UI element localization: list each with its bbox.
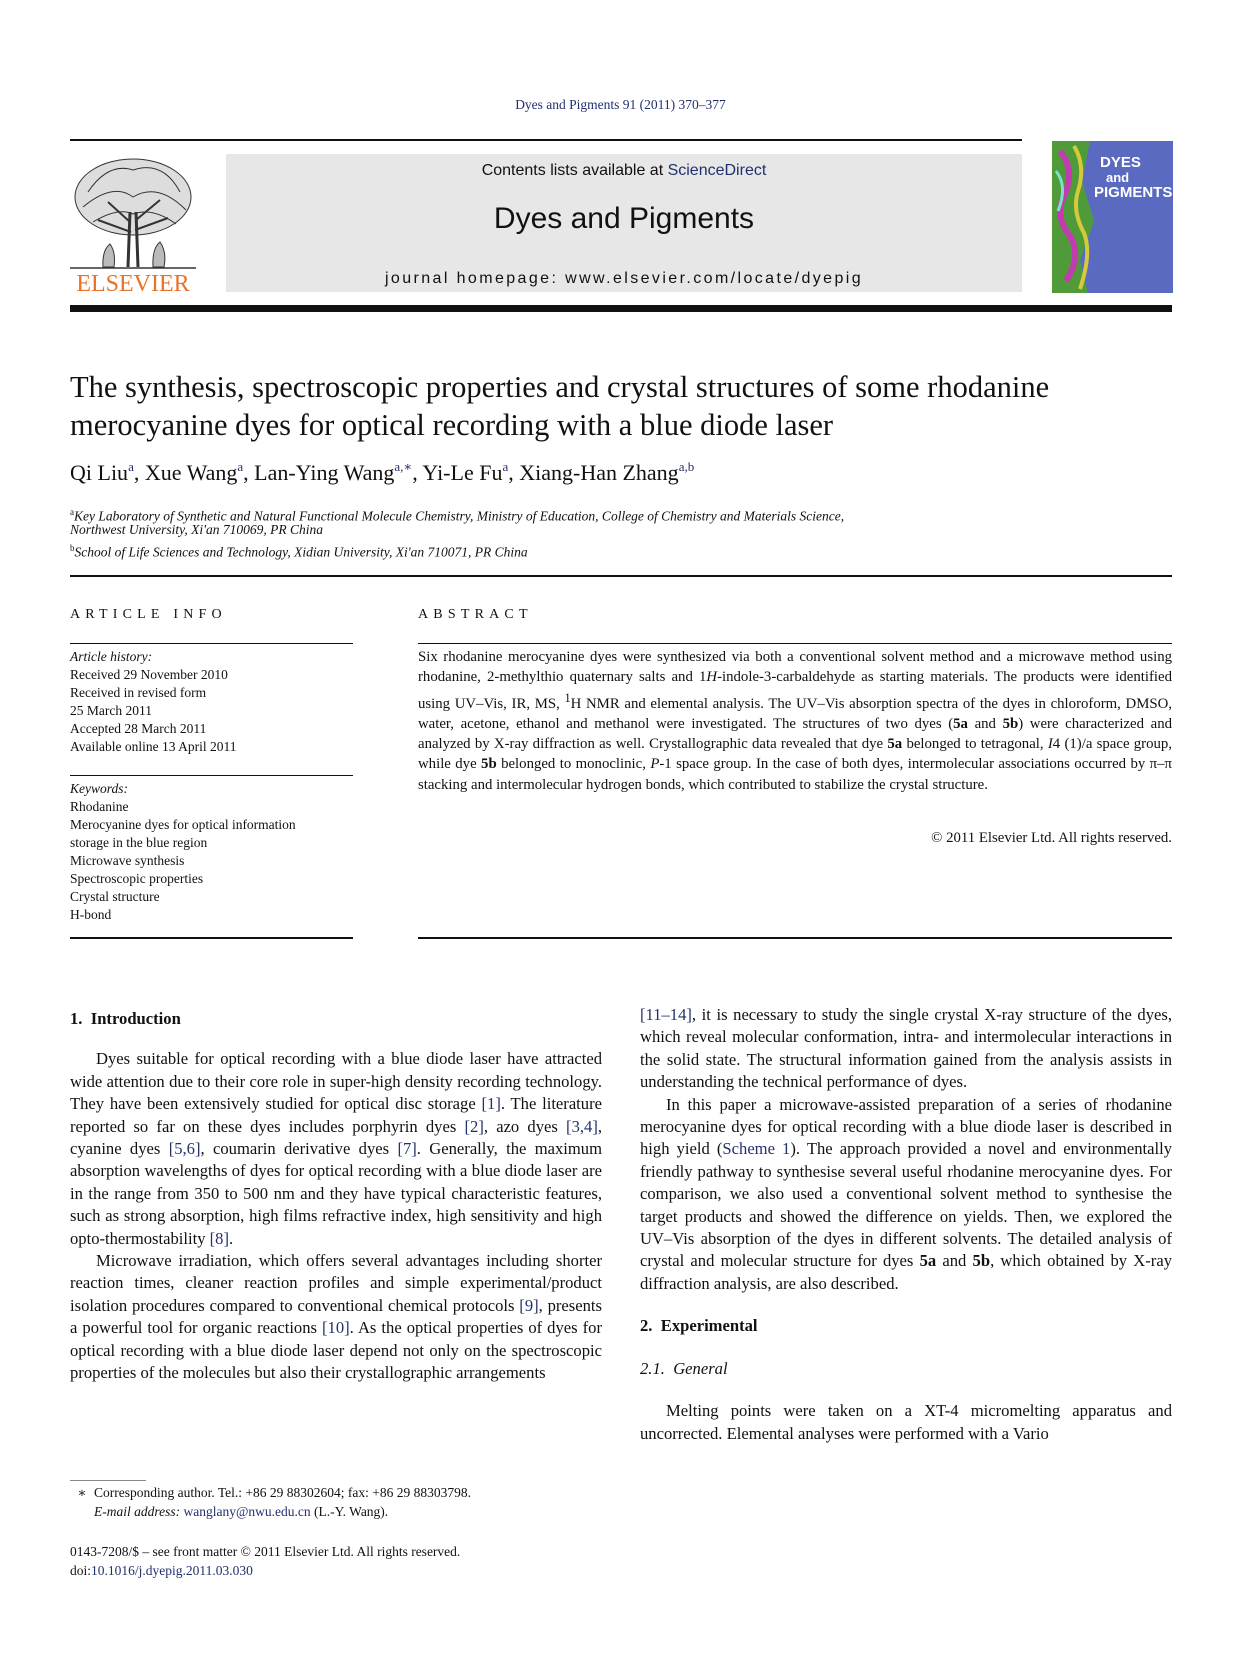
paragraph: Melting points were taken on a XT-4 micromelting apparatus and uncorrected. Elemental analyses were performed with a Vario bbox=[640, 1401, 1172, 1443]
cover-title-line2: and bbox=[1106, 170, 1130, 185]
keyword: H-bond bbox=[70, 907, 112, 922]
keyword: Merocyanine dyes for optical information bbox=[70, 817, 296, 832]
article-info-heading: ARTICLE INFO bbox=[70, 607, 227, 622]
history-item: Accepted 28 March 2011 bbox=[70, 721, 207, 736]
keyword: storage in the blue region bbox=[70, 835, 208, 850]
citation-link[interactable]: [8] bbox=[209, 1228, 230, 1248]
section-rule bbox=[70, 575, 1172, 577]
abstract-heading: ABSTRACT bbox=[418, 607, 533, 622]
section-heading-introduction: 1. Introduction bbox=[70, 1009, 181, 1028]
contents-line: Contents lists available at ScienceDirect bbox=[481, 162, 767, 179]
journal-homepage[interactable]: journal homepage: www.elsevier.com/locate/dyepig bbox=[384, 270, 864, 287]
paragraph: In this paper a microwave-assisted preparation of a series of rhodanine merocyanine dyes for optical recording with a blue diode laser is described in high yield (Scheme 1). The approach provided a novel and environmentally friendly pathway to synthesise several useful rhodanine merocyanine dyes. For comparison, we also used a conventional solvent method to synthesise the target products and showed the difference on yields. Then, we explored the UV–Vis absorption of the dyes in different solvents. The detailed analysis of crystal and molecular structure for dyes 5a and 5b, which obtained by X-ray diffraction analysis, are also described. bbox=[640, 1094, 1172, 1293]
body-column-left bbox=[70, 1008, 602, 1385]
author-name[interactable]: Qi Liu bbox=[70, 460, 129, 485]
scheme-link[interactable]: Scheme 1 bbox=[722, 1139, 791, 1159]
paragraph: Dyes suitable for optical recording with a blue diode laser have attracted wide attention due to their core role in super-high density recording technology. They have been extensively studied for optical disc storage [1]. The literature reported so far on these dyes includes porphyrin dyes [2], azo dyes [3,4], cyanine dyes [5,6], coumarin derivative dyes [7]. Generally, the maximum absorption wavelengths of dyes for optical recording with a blue diode laser are in the range from 350 to 500 nm and they have typical characteristic features, such as strong absorption, high films refractive index, high sensitivity and high opto-thermostability [8]. bbox=[70, 1049, 603, 1248]
citation-link[interactable]: [2] bbox=[464, 1116, 484, 1136]
keyword: Crystal structure bbox=[70, 889, 160, 904]
journal-citation[interactable]: Dyes and Pigments 91 (2011) 370–377 bbox=[515, 97, 726, 112]
citation-link[interactable]: [7] bbox=[397, 1139, 417, 1159]
abstract-text: Six rhodanine merocyanine dyes were synthesized via both a conventional solvent method and a microwave method using rhodanine, 2-methylthio quaternary salts and 1H-indole-3-carbaldehyde as starting materials. The products were identified using UV–Vis, IR, MS, $^1$H NMR and elemental analysis. The UV–Vis absorption spectra of the dyes in chloroform, DMSO, water, acetone, ethanol and methanol were investigated. The structures of two dyes (5a and 5b) were characterized and analyzed by X-ray diffraction as well. Crystallographic data revealed that dye 5a belonged to tetragonal, I4 (1)/a space group, while dye 5b belonged to monoclinic, P-1 space group. In the case of both dyes, intermolecular associations occurred by π–π stacking and intermolecular hydrogen bonds, which contributed to stabilize the crystal structure. bbox=[418, 649, 1172, 793]
citation-link[interactable]: [11–14] bbox=[640, 1005, 692, 1024]
header-bottom-rule bbox=[70, 305, 1172, 312]
keyword: Rhodanine bbox=[70, 799, 129, 814]
journal-name: Dyes and Pigments bbox=[493, 202, 755, 235]
history-item: Available online 13 April 2011 bbox=[70, 739, 237, 754]
section-heading-experimental: 2. Experimental bbox=[640, 1316, 758, 1336]
author-name[interactable]: Lan-Ying Wang bbox=[254, 460, 395, 485]
citation-link[interactable]: [3,4] bbox=[566, 1116, 598, 1136]
doi-line: doi:10.1016/j.dyepig.2011.03.030 bbox=[70, 1562, 253, 1578]
email-link[interactable]: wanglany@nwu.edu.cn bbox=[183, 1503, 311, 1519]
history-item: Received in revised form bbox=[70, 685, 207, 700]
doi-link[interactable]: 10.1016/j.dyepig.2011.03.030 bbox=[91, 1562, 253, 1578]
subsection-heading-general: 2.1. General bbox=[640, 1358, 728, 1378]
publisher-wordmark: ELSEVIER bbox=[76, 271, 190, 294]
footnote-rule bbox=[70, 1480, 146, 1481]
affiliation-b: $^b$School of Life Sciences and Technology, Xidian University, Xi'an 710071, PR China bbox=[70, 543, 528, 560]
header-top-rule bbox=[70, 139, 1022, 141]
affiliation-a-line2: Northwest University, Xi'an 710069, PR China bbox=[70, 522, 324, 537]
paragraph: Microwave irradiation, which offers several advantages including shorter reaction times, cleaner reaction profiles and simple experimental/product isolation procedures compared to conventional chemical protocols [9], presents a powerful tool for organic reactions [10]. As the optical properties of dyes for optical recording with a blue diode laser depend not only on the spectroscopic properties of the molecules but also their crystallographic arrangements bbox=[70, 1251, 602, 1383]
info-rule bbox=[70, 643, 353, 644]
corresponding-author-footnote: ∗ Corresponding author. Tel.: +86 29 88302604; fax: +86 29 88303798. E-mail address: wanglany@nwu.edu.cn (L.-Y. Wang). bbox=[77, 1485, 472, 1519]
abstract-rule bbox=[418, 643, 1172, 644]
author-name[interactable]: Xiang-Han Zhang bbox=[519, 460, 679, 485]
front-matter bbox=[70, 1543, 460, 1580]
body-column-right bbox=[640, 1004, 1172, 1445]
history-item: Received 29 November 2010 bbox=[70, 667, 228, 682]
affiliation-a-line1: $^a$Key Laboratory of Synthetic and Natural Functional Molecule Chemistry, Ministry of Education, College of Chemistry and Materials Science, bbox=[70, 507, 845, 524]
journal-cover bbox=[1052, 141, 1173, 293]
keywords-label: Keywords: bbox=[70, 781, 128, 796]
info-rule bbox=[70, 937, 353, 939]
elsevier-tree-icon bbox=[68, 152, 198, 294]
elsevier-logo bbox=[68, 152, 198, 294]
author-name[interactable]: Xue Wang bbox=[144, 460, 238, 485]
info-rule bbox=[70, 775, 353, 776]
citation-link[interactable]: [5,6] bbox=[168, 1139, 201, 1159]
keyword: Spectroscopic properties bbox=[70, 871, 204, 886]
history-label: Article history: bbox=[70, 649, 153, 664]
sciencedirect-link[interactable]: ScienceDirect bbox=[667, 162, 767, 179]
cover-title-line1: DYES bbox=[1100, 154, 1141, 171]
author-name[interactable]: Yi-Le Fu bbox=[422, 460, 503, 485]
citation-link[interactable]: [10] bbox=[322, 1318, 350, 1338]
keyword: Microwave synthesis bbox=[70, 853, 185, 868]
author-list: Qi Liu$^a$, Xue Wang$^a$, Lan-Ying Wang$^{a,∗}$, Yi-Le Fu$^a$, Xiang-Han Zhang$^{a,b}$ bbox=[70, 459, 695, 485]
citation-link[interactable]: [1] bbox=[481, 1094, 501, 1114]
copyright-notice: © 2011 Elsevier Ltd. All rights reserved. bbox=[931, 830, 1172, 846]
abstract-rule bbox=[418, 937, 1172, 939]
history-item: 25 March 2011 bbox=[70, 703, 152, 718]
journal-banner bbox=[226, 154, 1022, 292]
issn-line: 0143-7208/$ – see front matter © 2011 Elsevier Ltd. All rights reserved. bbox=[70, 1544, 461, 1559]
paragraph-continued: [11–14], it is necessary to study the single crystal X-ray structure of the dyes, which reveal molecular conformation, intra- and intermolecular interactions in the solid state. The structural information gained from the analysis assists in understanding the technical performance of dyes. bbox=[640, 1005, 1172, 1092]
cover-title-line3: PIGMENTS bbox=[1094, 184, 1173, 201]
citation-link[interactable]: [9] bbox=[519, 1295, 539, 1315]
article-title: The synthesis, spectroscopic properties and crystal structures of some rhodanine merocyanine dyes for optical recording with a blue diode laser bbox=[70, 370, 1050, 442]
cover-art-icon bbox=[1052, 141, 1173, 293]
